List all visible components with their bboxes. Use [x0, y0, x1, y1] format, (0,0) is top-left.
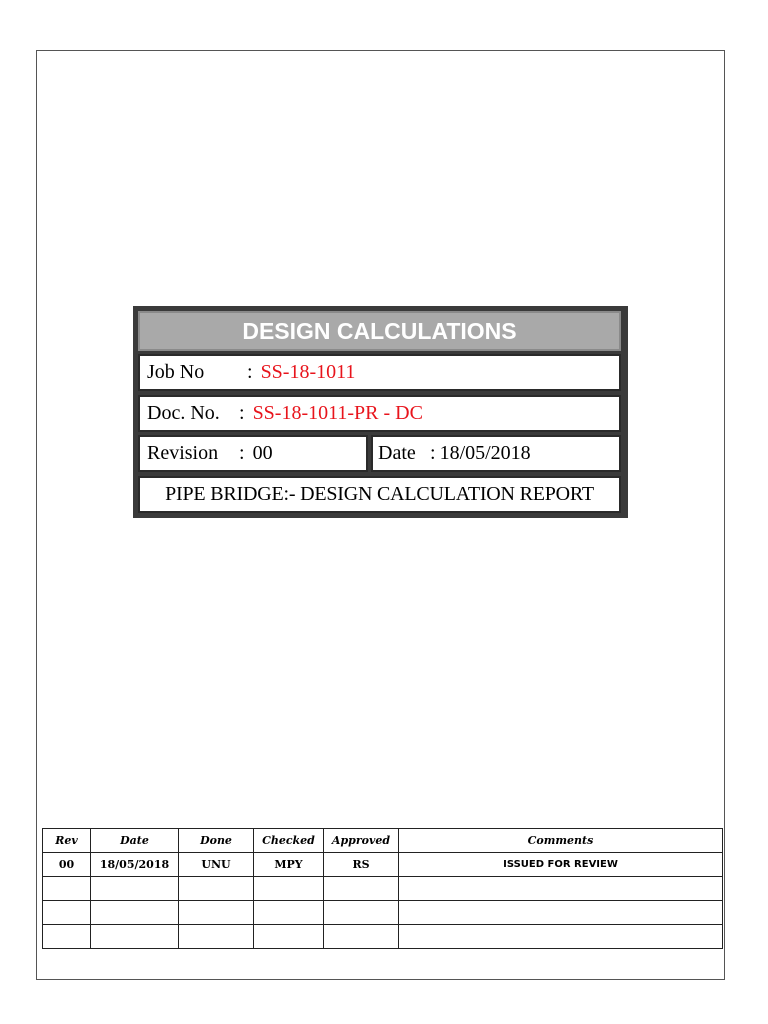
cell-comments: ISSUED FOR REVIEW	[399, 853, 723, 877]
cell-rev: 00	[43, 853, 91, 877]
revision-label: Revision	[147, 442, 219, 464]
revision-cell	[138, 435, 368, 472]
column-header-date: Date	[91, 829, 179, 853]
cell-approved: RS	[324, 853, 399, 877]
cell-rev	[43, 877, 91, 901]
job-number-row	[138, 354, 621, 391]
cell-comments	[399, 877, 723, 901]
report-title: PIPE BRIDGE:- DESIGN CALCULATION REPORT	[138, 476, 621, 513]
cell-approved	[324, 901, 399, 925]
table-row	[43, 853, 723, 877]
cell-checked	[254, 925, 324, 949]
cell-date	[91, 925, 179, 949]
cell-rev	[43, 925, 91, 949]
cell-rev	[43, 901, 91, 925]
doc-number-row	[138, 395, 621, 432]
cell-done	[179, 901, 254, 925]
cell-done	[179, 925, 254, 949]
column-header-done: Done	[179, 829, 254, 853]
revision-separator: :	[239, 442, 245, 464]
title-block	[133, 306, 628, 518]
column-header-checked: Checked	[254, 829, 324, 853]
date-value: 18/05/2018	[439, 442, 531, 464]
cell-checked	[254, 901, 324, 925]
cell-done	[179, 877, 254, 901]
job-number-value: SS-18-1011	[260, 361, 356, 383]
date-separator: :	[430, 442, 436, 464]
cell-approved	[324, 877, 399, 901]
cell-date	[91, 877, 179, 901]
table-row	[43, 901, 723, 925]
column-header-approved: Approved	[324, 829, 399, 853]
cell-comments	[399, 925, 723, 949]
date-label: Date	[378, 442, 416, 464]
revision-table	[42, 828, 723, 949]
cell-comments	[399, 901, 723, 925]
doc-number-label: Doc. No.	[147, 402, 220, 424]
revision-value: 00	[252, 442, 273, 464]
table-row	[43, 877, 723, 901]
title-block-header: DESIGN CALCULATIONS	[138, 311, 621, 351]
cell-done: UNU	[179, 853, 254, 877]
column-header-comments: Comments	[399, 829, 723, 853]
cell-checked	[254, 877, 324, 901]
column-header-rev: Rev	[43, 829, 91, 853]
table-row	[43, 925, 723, 949]
revision-table-header	[43, 829, 723, 853]
date-cell	[371, 435, 621, 472]
job-number-separator: :	[247, 361, 253, 383]
doc-number-value: SS-18-1011-PR - DC	[252, 402, 423, 424]
cell-date	[91, 901, 179, 925]
doc-number-separator: :	[239, 402, 245, 424]
job-number-label: Job No	[147, 361, 205, 383]
cell-date: 18/05/2018	[91, 853, 179, 877]
cell-approved	[324, 925, 399, 949]
cell-checked: MPY	[254, 853, 324, 877]
